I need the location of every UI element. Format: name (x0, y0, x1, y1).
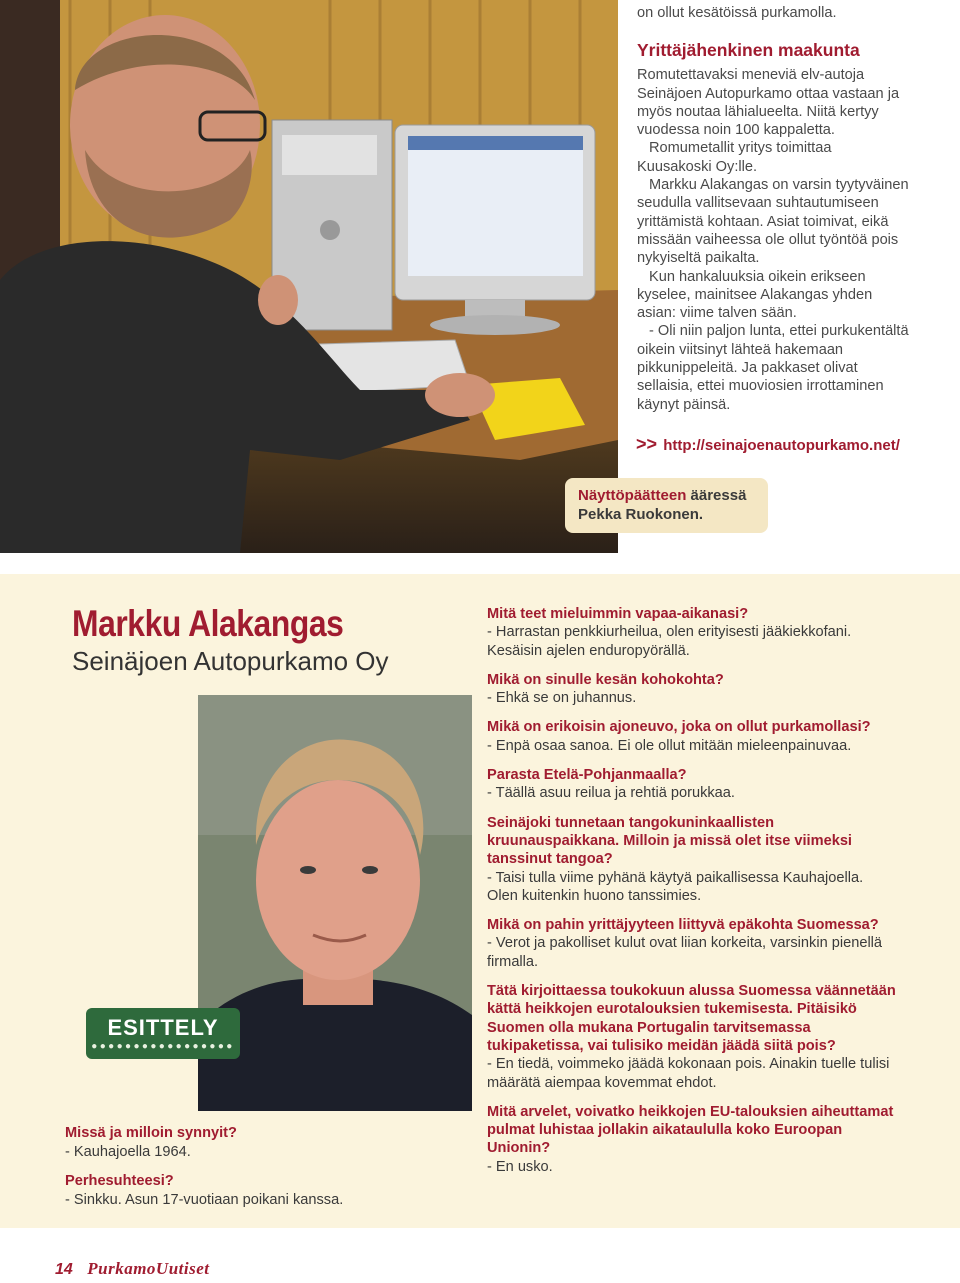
article-paragraph: Kun hankaluuksia oikein erikseen kyselee, mainitsee Alakangas yhden asian: viime talven sään. (637, 268, 873, 322)
article-opening-line: on ollut kesätöissä purkamolla. (637, 5, 837, 21)
esittely-badge (86, 1008, 240, 1059)
profile-name: Markku Alakangas (72, 603, 344, 644)
question: Mikä on sinulle kesän kohokohta? (487, 671, 724, 688)
question: Parasta Etelä-Pohjanmaalla? (487, 767, 687, 784)
photo-caption (565, 478, 768, 533)
qa-item (487, 605, 897, 660)
qa-item (487, 982, 897, 1092)
left-interview (65, 1124, 395, 1220)
qa-item (487, 671, 897, 708)
qa-item (487, 718, 897, 755)
question: Perhesuhteesi? (65, 1173, 174, 1189)
article-paragraph: Romutettavaksi meneviä elv-autoja Seinäjoen Autopurkamo ottaa vastaan ja myös noutaa lähialueelta. Niitä kertyy vuodessa noin 100 kappaletta. (637, 67, 900, 139)
question: Missä ja milloin synnyit? (65, 1125, 237, 1141)
answer: - Kauhajoella 1964. (65, 1144, 191, 1160)
answer: - Täällä asuu reilua ja rehtiä porukkaa. (487, 785, 735, 802)
question: Seinäjoki tunnetaan tangokuninkaallisten kruunauspaikkana. Milloin ja missä olet itse viimeksi tanssinut tangoa? (487, 814, 852, 868)
website-link-line (636, 434, 900, 455)
article-paragraph: Markku Alakangas on varsin tyytyväinen seudulla vallitsevaan suhtautumiseen yrittämistä kohtaan. Asiat toimivat, eikä missään vaiheessa ole ollut työntöä pois nykyiseltä paikalta. (637, 177, 909, 267)
qa-item (487, 1103, 897, 1176)
caption-highlight: Näyttöpäätteen (578, 487, 687, 504)
answer: - Taisi tulla viime pyhänä käytyä paikallisessa Kauhajoella. Olen kuitenkin huono tanssimies. (487, 869, 864, 904)
double-arrow-icon: >> (636, 434, 658, 454)
answer: - Sinkku. Asun 17-vuotiaan poikani kanssa. (65, 1192, 344, 1208)
badge-label: ESITTELY (107, 1015, 219, 1040)
article-heading: Yrittäjähenkinen maakunta (637, 40, 860, 61)
qa-item (487, 814, 897, 905)
question: Tätä kirjoittaessa toukokuun alussa Suomessa väännetään kättä heikkojen eurotalouksien tukemisesta. Pitäisikö Suomen olla mukana Portugalin tarvitsemassa tukipaketissa, vai tulisiko meidän jäädä siitä pois? (487, 983, 896, 1054)
office-photo-illustration (0, 0, 618, 553)
answer: - Ehkä se on juhannus. (487, 690, 637, 707)
question: Mitä teet mieluimmin vapaa-aikanasi? (487, 606, 749, 622)
page-number: 14 (55, 1261, 73, 1278)
answer: - En usko. (487, 1158, 553, 1175)
profile-company: Seinäjoen Autopurkamo Oy (72, 646, 389, 676)
question: Mikä on erikoisin ajoneuvo, joka on ollut purkamollasi? (487, 719, 871, 736)
article-column (637, 4, 909, 414)
question: Mitä arvelet, voivatko heikkojen EU-talouksien aiheuttamat pulmat luhistaa jollakin aikataululla koko Euroopan Unionin? (487, 1103, 894, 1157)
article-paragraph: Romumetallit yritys toimittaa Kuusakoski Oy:lle. (637, 140, 832, 175)
right-interview (487, 605, 897, 1187)
answer: - Enpä osaa sanoa. Ei ole ollut mitään mieleenpainuvaa. (487, 737, 852, 754)
qa-item (487, 766, 897, 803)
qa-item (65, 1124, 395, 1162)
office-photo (0, 0, 618, 553)
question: Mikä on pahin yrittäjyyteen liittyvä epäkohta Suomessa? (487, 917, 879, 934)
answer: - Harrastan penkkiurheilua, olen erityisesti jääkiekkofani. Kesäisin ajelen enduropyörällä. (487, 624, 852, 659)
publication-name: PurkamoUutiset (87, 1259, 210, 1278)
article-paragraph: - Oli niin paljon lunta, ettei purkukentältä oikein viitsinyt lähteä hakemaan pikkunippeleitä. Ja pakkaset olivat sellaisia, ettei muoviosien irrottaminen käynyt päinsä. (637, 323, 909, 413)
qa-item (65, 1172, 395, 1210)
qa-item (487, 916, 897, 971)
page-footer (55, 1259, 210, 1279)
answer: - Verot ja pakolliset kulut ovat liian korkeita, varsinkin pienellä firmalla. (487, 935, 883, 970)
answer: - En tiedä, voimmeko jäädä kokonaan pois. Ainakin tuelle tulisi määrätä aiempaa kovemmat ehdot. (487, 1056, 890, 1091)
website-link[interactable]: http://seinajoenautopurkamo.net/ (663, 437, 900, 454)
caption-text: ääressä Pekka Ruokonen. (578, 487, 747, 523)
badge-dots: ●●●●●●●●●●●●●●●●● (91, 1041, 235, 1052)
